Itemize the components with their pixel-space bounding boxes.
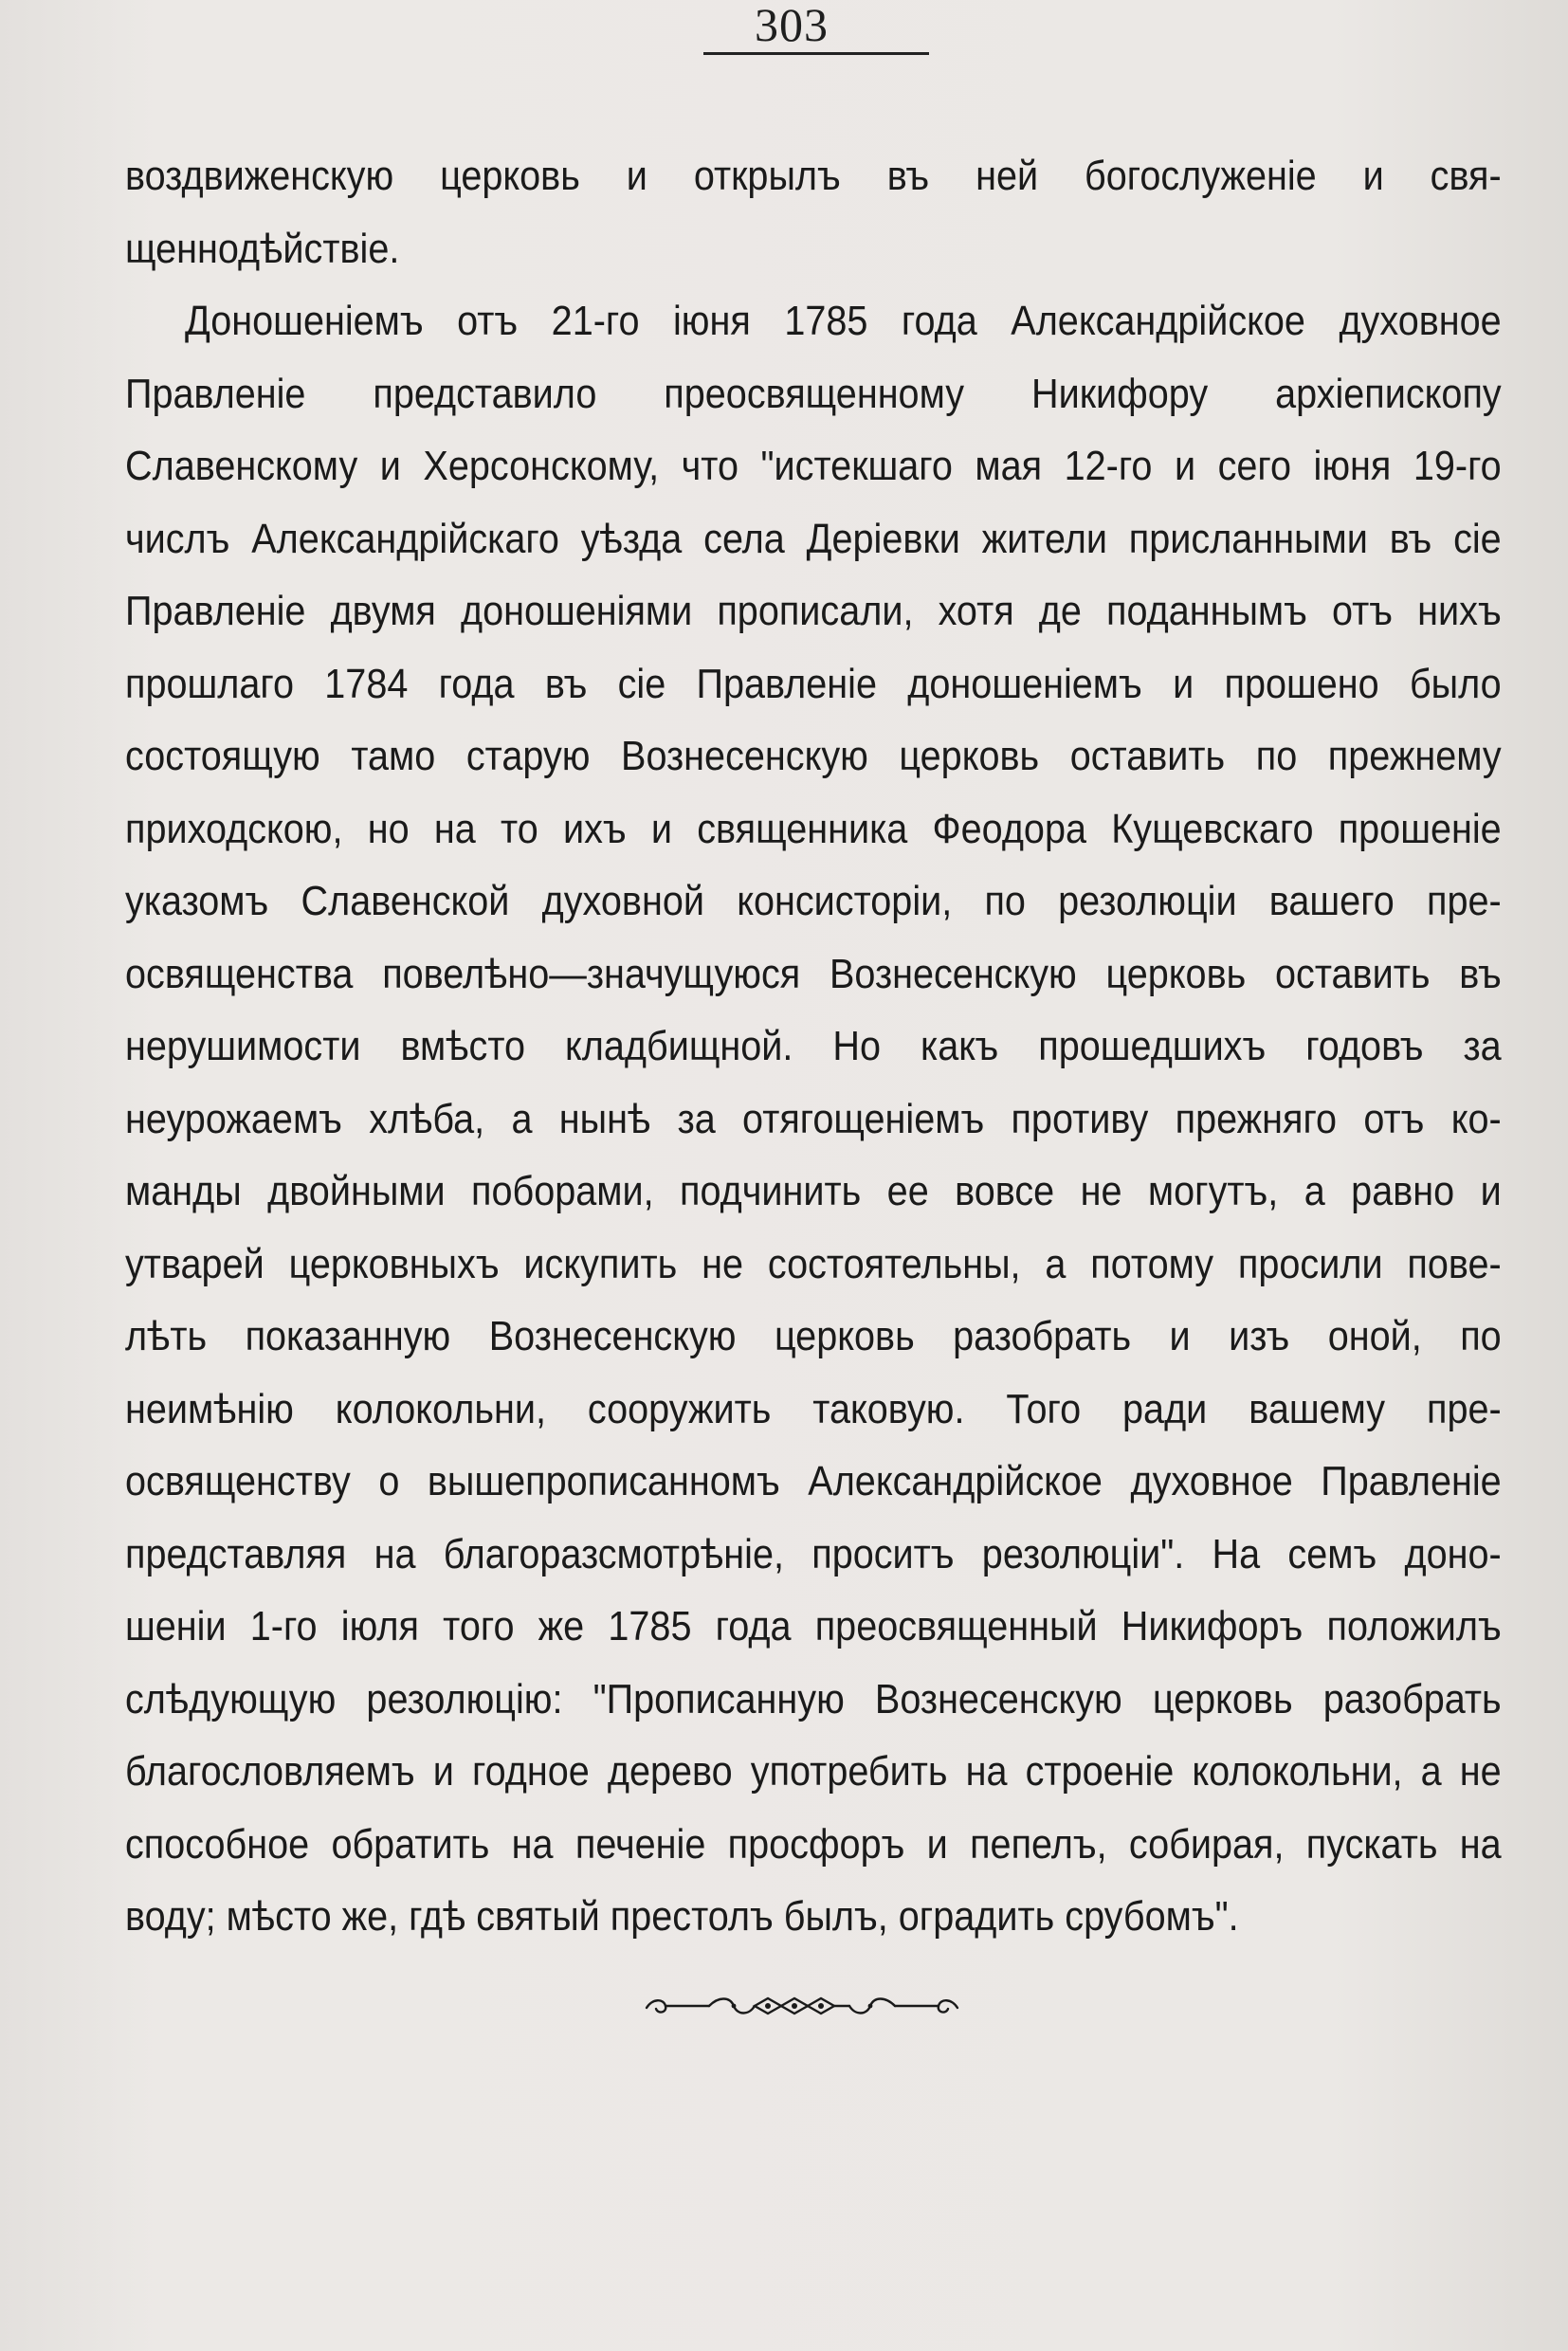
text-line: указомъ Славенской духовной консисторіи, по резолюціи вашего пре- [125,878,1502,924]
text-line: неимѣнію колокольни, сооружить таковую. Того ради вашему пре- [125,1385,1502,1432]
body-text [125,140,1502,1954]
text-line: приходскою, но на то ихъ и священника Феодора Кущевскаго прошеніе [125,805,1502,852]
text-line: освященства повелѣно—значущуюся Вознесенскую церковь оставить въ [125,950,1502,997]
text-line: представляя на благоразсмотрѣніе, проситъ резолюціи". На семъ доно- [125,1530,1502,1577]
text-line: щеннодѣйствіе. [125,225,400,272]
text-line: лѣть показанную Вознесенскую церковь разобрать и изъ оной, по [125,1313,1502,1359]
text-line: Славенскому и Херсонскому, что "истекшаго мая 12-го и сего іюня 19-го [125,443,1502,489]
text-line: числъ Александрійскаго уѣзда села Деріевки жители присланными въ сіе [125,515,1502,562]
text-line: нерушимости вмѣсто кладбищной. Но какъ прошедшихъ годовъ за [125,1023,1502,1069]
decorative-divider-ornament-icon [643,1987,961,2025]
text-line: воздвиженскую церковь и открылъ въ ней богослуженіе и свя- [125,153,1502,199]
page-number: 303 [755,0,829,51]
text-line: Правленіе двумя доношеніями прописали, хотя де поданнымъ отъ нихъ [125,588,1502,634]
text-line: шеніи 1-го іюля того же 1785 года преосвященный Никифоръ положилъ [125,1603,1502,1649]
text-line: способное обратить на печеніе просфоръ и пепелъ, собирая, пускать на [125,1820,1502,1868]
text-line: прошлаго 1784 года въ сіе Правленіе доношеніемъ и прошено было [125,660,1502,707]
text-line: состоящую тамо старую Вознесенскую церковь оставить по прежнему [125,733,1502,779]
text-line: утварей церковныхъ искупить не состоятельны, а потому просили пове- [125,1240,1502,1287]
text-line: благословляемъ и годное дерево употребить на строеніе колокольни, а не [125,1748,1502,1795]
text-line: Доношеніемъ отъ 21-го іюня 1785 года Александрійское духовное [185,298,1502,344]
page-number-rule [703,52,929,55]
text-line: неурожаемъ хлѣба, а нынѣ за отягощеніемъ противу прежняго отъ ко- [125,1095,1502,1142]
text-line: Правленіе представило преосвященному Никифору архіепископу [125,370,1502,417]
text-line: слѣдующую резолюцію: "Прописанную Вознесенскую церковь разобрать [125,1675,1502,1722]
text-line: манды двойными поборами, подчинить ее вовсе не могутъ, а равно и [125,1168,1502,1214]
text-line: освященству о вышепрописанномъ Александрійское духовное Правленіе [125,1458,1502,1504]
text-line: воду; мѣсто же, гдѣ святый престолъ былъ, оградить срубомъ". [125,1893,1239,1940]
